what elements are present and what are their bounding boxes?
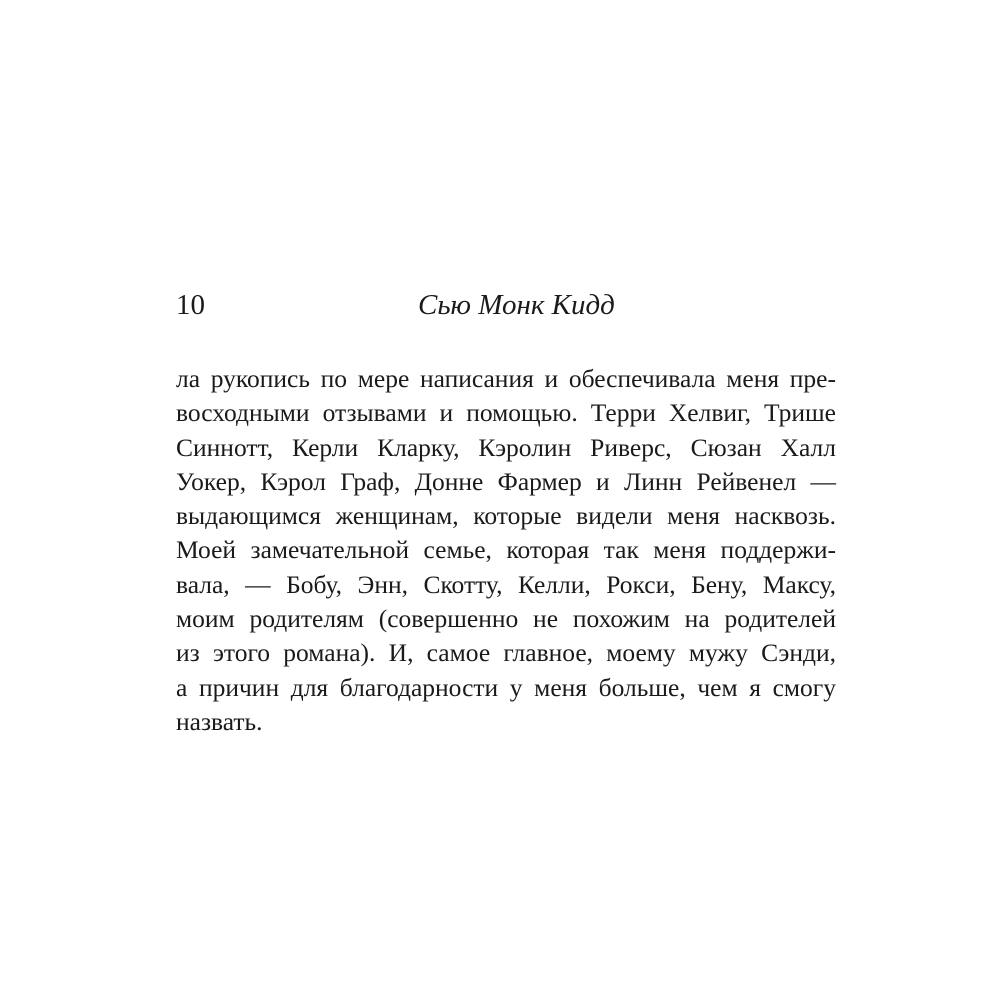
text-line: из этого романа). И, самое главное, моему мужу Сэнди, xyxy=(176,638,836,668)
text-line: ла рукопись по мере написания и обеспечивала меня пре- xyxy=(176,364,836,393)
text-line: восходными отзывами и помощью. Терри Хелвиг, Трише xyxy=(176,398,836,428)
body-paragraph xyxy=(176,362,836,739)
text-line: Уокер, Кэрол Граф, Донне Фармер и Линн Рейвенел — xyxy=(176,466,836,496)
text-line: а причин для благодарности у меня больше, чем я смогу xyxy=(176,672,836,702)
text-line: Моей замечательной семье, которая так меня поддержи- xyxy=(176,535,836,565)
text-line: вала, — Бобу, Энн, Скотту, Келли, Рокси, Бену, Максу, xyxy=(176,569,836,599)
text-line: Синнотт, Керли Кларку, Кэролин Риверс, Сюзан Халл xyxy=(176,432,836,462)
page-number: 10 xyxy=(176,289,205,321)
text-line: назвать. xyxy=(176,706,263,736)
text-line: моим родителям (совершенно не похожим на родителей xyxy=(176,604,836,634)
text-line: выдающимся женщинам, которые видели меня насквозь. xyxy=(176,501,836,531)
running-title: Сью Монк Кидд xyxy=(418,289,615,321)
